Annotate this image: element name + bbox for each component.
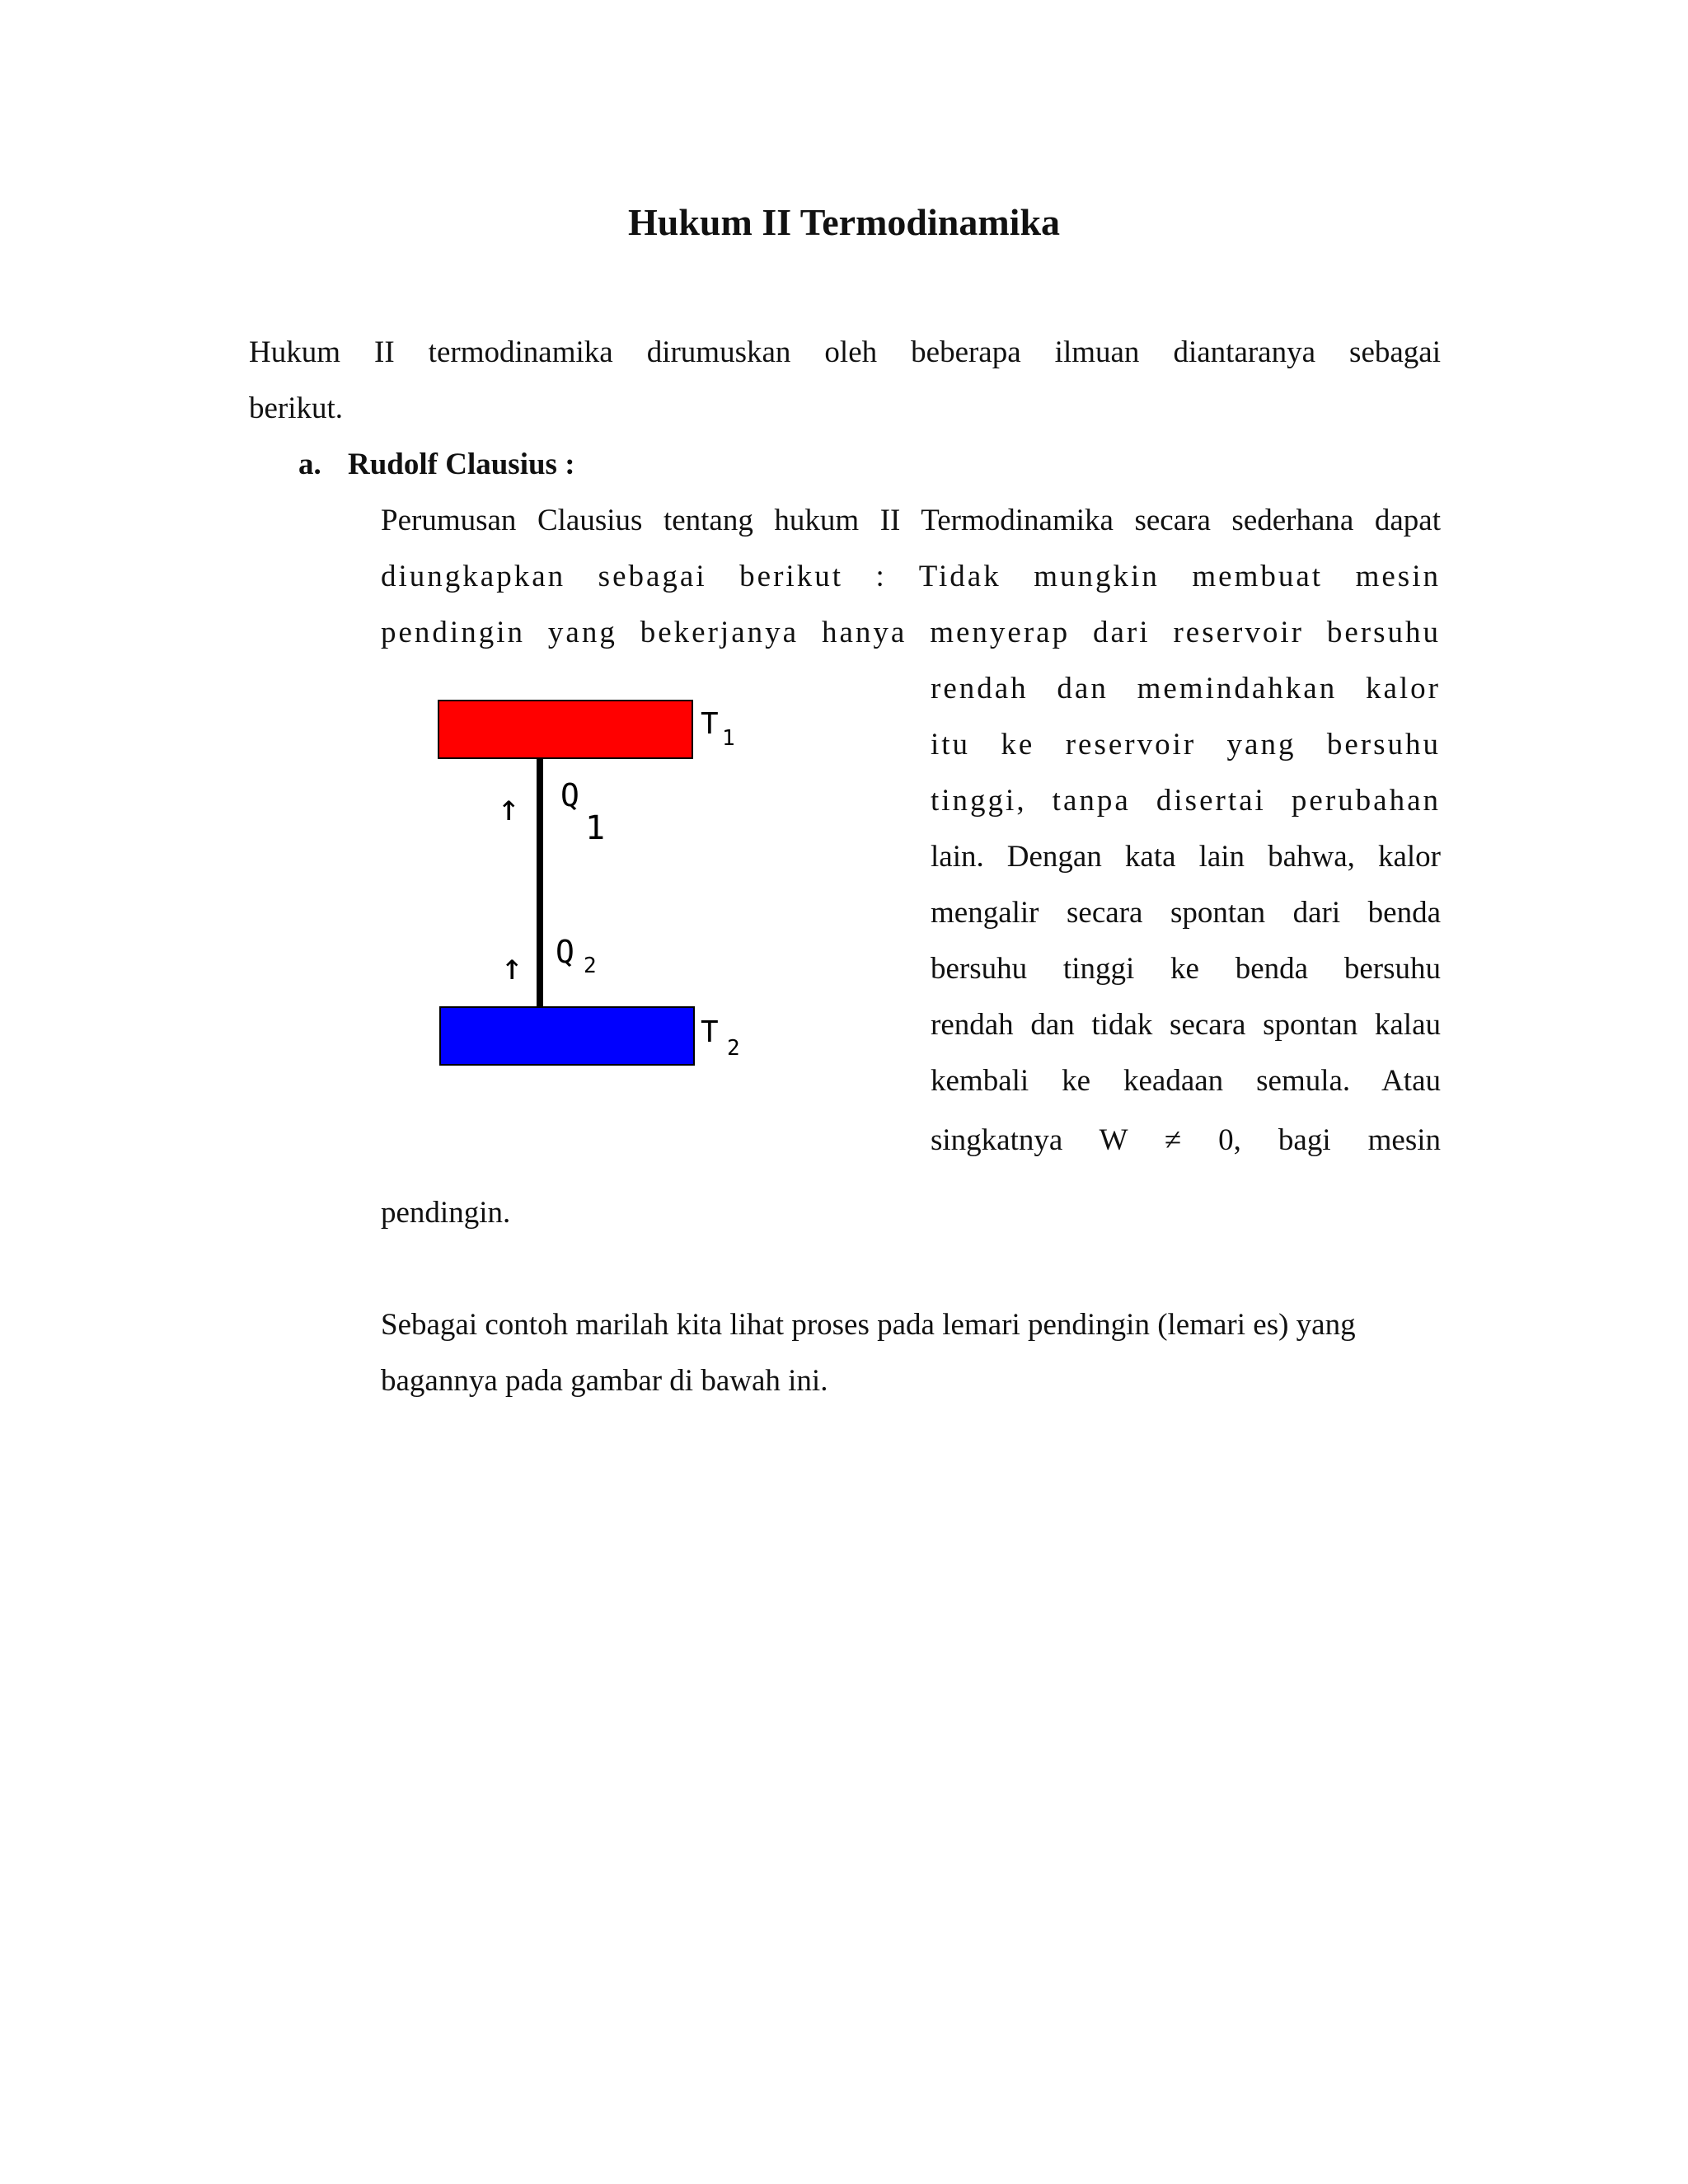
intro-paragraph-line: berikut.: [249, 391, 344, 425]
paragraph-line: bersuhu tinggi ke benda bersuhu: [931, 952, 1441, 986]
q1-label: Q: [560, 777, 579, 813]
q1-label-subscript: 1: [585, 809, 606, 847]
list-marker: a.: [298, 448, 321, 481]
paragraph-line: mengalir secara spontan dari benda: [931, 896, 1441, 930]
up-arrow-icon: ↑: [498, 787, 520, 829]
cold-label-subscript: 2: [727, 1036, 740, 1061]
cold-label: T: [701, 1015, 719, 1049]
section-heading-text: Rudolf Clausius :: [348, 448, 575, 481]
paragraph-line: kembali ke keadaan semula. Atau: [931, 1064, 1441, 1098]
paragraph-line: rendah dan tidak secara spontan kalau: [931, 1008, 1441, 1042]
up-arrow-icon: ↑: [501, 946, 523, 988]
intro-paragraph-line: Hukum II termodinamika dirumuskan oleh beberapa ilmuan diantaranya sebagai: [249, 335, 1441, 369]
paragraph-line: tinggi, tanpa disertai perubahan: [931, 784, 1441, 818]
paragraph-line: pendingin.: [381, 1196, 511, 1230]
paragraph-line: pendingin yang bekerjanya hanya menyerap dari reservoir bersuhu: [381, 616, 1441, 649]
page-title: Hukum II Termodinamika: [627, 201, 1061, 243]
section-heading: [298, 438, 575, 491]
clausius-diagram: [429, 692, 775, 1071]
example-paragraph-line: bagannya pada gambar di bawah ini.: [381, 1364, 828, 1398]
paragraph-line: singkatnya W ≠ 0, bagi mesin: [931, 1123, 1441, 1157]
paragraph-line: diungkapkan sebagai berikut : Tidak mungkin membuat mesin: [381, 560, 1441, 593]
paragraph-line: lain. Dengan kata lain bahwa, kalor: [931, 840, 1441, 874]
paragraph-line: Perumusan Clausius tentang hukum II Termodinamika secara sederhana dapat: [381, 504, 1441, 537]
paragraph-line: rendah dan memindahkan kalor: [931, 672, 1441, 705]
hot-reservoir: [438, 701, 692, 758]
q2-label-subscript: 2: [584, 954, 597, 978]
hot-label: T: [701, 707, 719, 741]
example-paragraph-line: Sebagai contoh marilah kita lihat proses pada lemari pendingin (lemari es) yang: [381, 1308, 1356, 1342]
cold-reservoir: [440, 1007, 694, 1065]
q2-label: Q: [556, 934, 574, 970]
paragraph-line: itu ke reservoir yang bersuhu: [931, 728, 1441, 762]
hot-label-subscript: 1: [722, 726, 735, 751]
